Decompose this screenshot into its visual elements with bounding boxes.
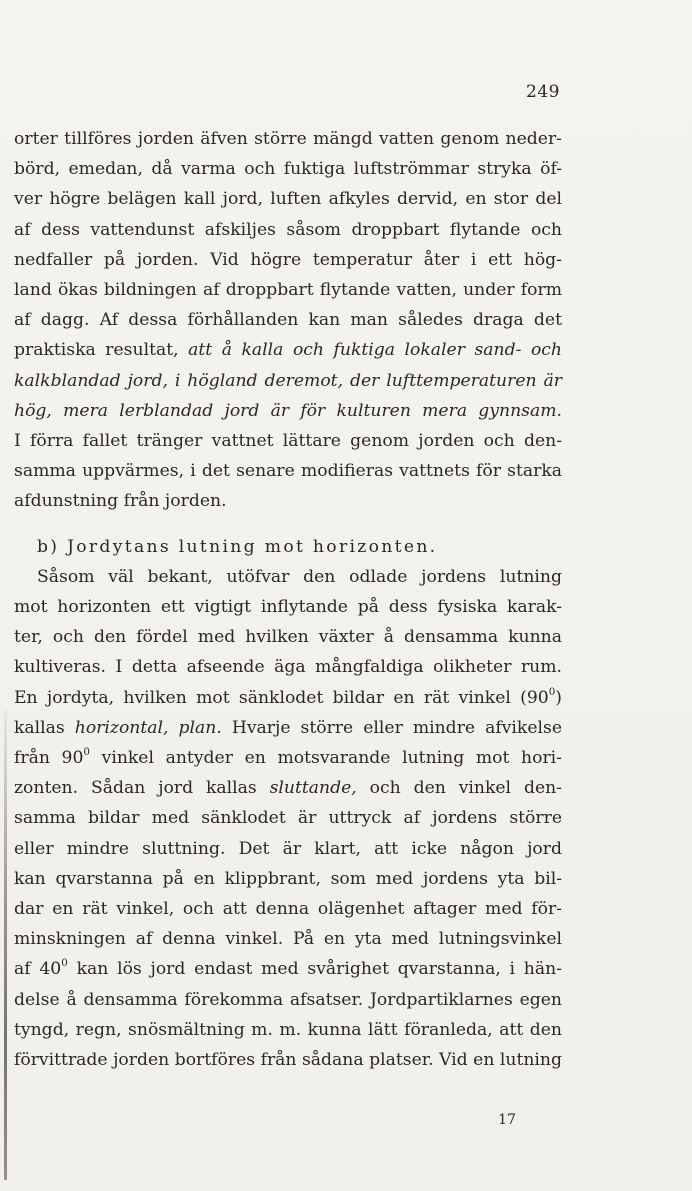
signature-mark: 17 (498, 1112, 516, 1128)
text-line: orter tillföres jorden äfven större mängd vatten genom neder- (14, 129, 562, 149)
section-heading: b) Jordytans lutning mot horizonten. (37, 536, 438, 557)
text-segment: från 90 (14, 748, 84, 769)
text-segment: och den vinkel den- (356, 778, 562, 799)
paragraph-slope (14, 562, 562, 1075)
text-line: börd, emedan, då varma och fuktiga luftströmmar stryka öf- (14, 159, 562, 180)
text-segment: ) (555, 687, 562, 708)
text-segment: af 40 (14, 959, 62, 980)
text-line: samma uppvärmes, i det senare modifieras vattnets för starka (14, 461, 562, 482)
text-line: tyngd, regn, snösmältning m. m. kunna lätt föranleda, att den (14, 1019, 562, 1040)
degree-superscript: 0 (548, 685, 556, 698)
emphasized-text: hög, mera lerblandad jord är för kulturen mera gynnsam. (14, 400, 562, 421)
text-line: ter, och den fördel med hvilken växter å densamma kunna (14, 627, 562, 648)
text-line (14, 335, 562, 365)
text-line: land ökas bildningen af droppbart flytande vatten, under form (14, 280, 562, 301)
emphasized-text: sluttande, (269, 778, 357, 799)
text-line: delse å densamma förekomma afsatser. Jordpartiklarnes egen (14, 989, 562, 1010)
text-segment: praktiska resultat, (14, 340, 189, 361)
text-segment: Hvarje större eller mindre afvikelse (221, 717, 562, 738)
text-line: I förra fallet tränger vattnet lättare genom jorden och den- (14, 431, 562, 452)
text-segment: kan lös jord endast med svårighet qvarstanna, i hän- (67, 959, 562, 980)
text-line: förvittrade jorden bortföres från sådana platser. Vid en lutning (14, 1050, 562, 1071)
text-line: ver högre belägen kall jord, luften afkyles dervid, en stor del (14, 189, 562, 210)
text-line: eller mindre sluttning. Det är klart, att icke någon jord (14, 838, 562, 859)
degree-superscript: 0 (83, 745, 90, 758)
text-line: kan qvarstanna på en klippbrant, som med jordens yta bil- (14, 868, 562, 889)
paragraph-soil-moisture (14, 124, 562, 517)
text-line: minskningen af denna vinkel. På en yta med lutningsvinkel (14, 929, 562, 950)
text-line: Såsom väl bekant, utöfvar den odlade jordens lutning (37, 566, 562, 587)
text-line: mot horizonten ett vigtigt inflytande på dess fysiska karak- (14, 597, 562, 618)
text-line: dar en rät vinkel, och att denna olägenhet aftager med för- (14, 899, 562, 920)
text-segment: vinkel antyder en motsvarande lutning mot hori- (89, 748, 562, 769)
text-segment: En jordyta, hvilken mot sänklodet bildar en rät vinkel (90 (14, 687, 549, 708)
text-line: nedfaller på jorden. Vid högre temperatur åter i ett hög- (14, 249, 562, 270)
emphasized-text: horizontal, plan. (74, 717, 222, 738)
emphasized-text: kalkblandad jord, i högland deremot, der lufttemperaturen är (14, 370, 562, 391)
text-line (14, 954, 562, 984)
body-text (14, 124, 562, 1075)
degree-superscript: 0 (61, 957, 68, 970)
text-line: af dess vattendunst afskiljes såsom droppbart flytande och (14, 219, 562, 240)
text-segment: zonten. Sådan jord kallas (14, 778, 270, 799)
binding-shadow (4, 710, 7, 1180)
emphasized-text: att å kalla och fuktiga lokaler sand- och (188, 340, 562, 361)
text-line: kultiveras. I detta afseende äga mångfaldiga olikheter rum. (14, 657, 562, 678)
page-number: 249 (526, 82, 560, 102)
text-line (14, 743, 562, 773)
text-line: afdunstning från jorden. (14, 491, 227, 512)
text-line: samma bildar med sänklodet är uttryck af jordens större (14, 808, 562, 829)
text-line (14, 683, 562, 713)
text-segment: kallas (14, 717, 75, 738)
text-line (14, 713, 562, 743)
text-line: af dagg. Af dessa förhållanden kan man således draga det (14, 310, 562, 331)
text-line (14, 366, 562, 396)
text-line (14, 773, 562, 803)
text-line (14, 396, 562, 426)
